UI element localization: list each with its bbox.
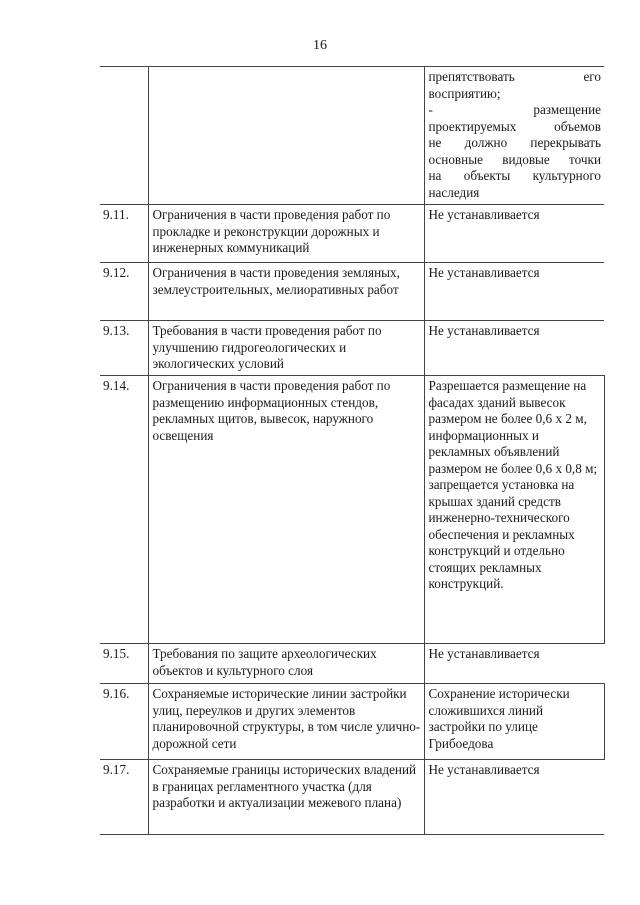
row-value: Не устанавливается <box>424 644 604 684</box>
row-description: Сохраняемые исторические линии застройки улиц, переулков и других элементов планировочной структуры, в том числе улично-дорожной сети <box>148 684 424 760</box>
row-value: Не устанавливается <box>424 263 604 321</box>
row-value: Сохранение исторически сложившихся линий застройки по улице Грибоедова <box>424 684 604 760</box>
row-description: Требования в части проведения работ по улучшению гидрогеологических и экологических условий <box>148 321 424 376</box>
continuation-line: не должно перекрывать <box>428 135 601 150</box>
regulation-table <box>100 66 605 835</box>
row-description: Требования по защите археологических объектов и культурного слоя <box>148 644 424 684</box>
table-row <box>100 684 604 760</box>
row-number: 9.16. <box>100 684 148 760</box>
continuation-line: - размещение <box>428 102 601 117</box>
row-number-cell <box>100 67 148 205</box>
continuation-line: наследия <box>428 184 480 200</box>
table-row <box>100 263 604 321</box>
row-description: Сохраняемые границы исторических владений в границах регламентного участка (для разработки и актуализации межевого плана) <box>148 760 424 835</box>
row-number: 9.13. <box>100 321 148 376</box>
row-value: Разрешается размещение на фасадах зданий вывесок размером не более 0,6 х 2 м, информационных и рекламных объявлений размером не более 0,6 х 0,8 м; запрещается установка на крышах зданий средств инженерно-технического обеспечения и рекламных конструкций и отдельно стоящих рекламных конструкций. <box>424 376 604 644</box>
row-number: 9.15. <box>100 644 148 684</box>
row-number: 9.11. <box>100 205 148 263</box>
continuation-line: основные видовые точки <box>428 151 601 167</box>
row-value: Не устанавливается <box>424 205 604 263</box>
row-description: Ограничения в части проведения земляных, землеустроительных, мелиоративных работ <box>148 263 424 321</box>
continuation-line: на объекты культурного <box>428 168 601 183</box>
table-row <box>100 205 604 263</box>
continuation-line: препятствовать его <box>428 69 601 84</box>
table-row <box>100 321 604 376</box>
table-row <box>100 376 604 644</box>
page-number: 16 <box>313 38 327 53</box>
row-description: Ограничения в части проведения работ по размещению информационных стендов, рекламных щитов, вывесок, наружного освещения <box>148 376 424 644</box>
row-number: 9.12. <box>100 263 148 321</box>
continuation-line: проектируемых объемов <box>428 118 601 134</box>
row-description-cell <box>148 67 424 205</box>
row-number: 9.17. <box>100 760 148 835</box>
row-value-cell <box>424 67 604 205</box>
table-row <box>100 760 604 835</box>
table-row-continuation <box>100 67 604 205</box>
row-description: Ограничения в части проведения работ по прокладке и реконструкции дорожных и инженерных коммуникаций <box>148 205 424 263</box>
continuation-line: восприятию; <box>428 85 501 101</box>
row-number: 9.14. <box>100 376 148 644</box>
table-row <box>100 644 604 684</box>
row-value: Не устанавливается <box>424 760 604 835</box>
row-value: Не устанавливается <box>424 321 604 376</box>
